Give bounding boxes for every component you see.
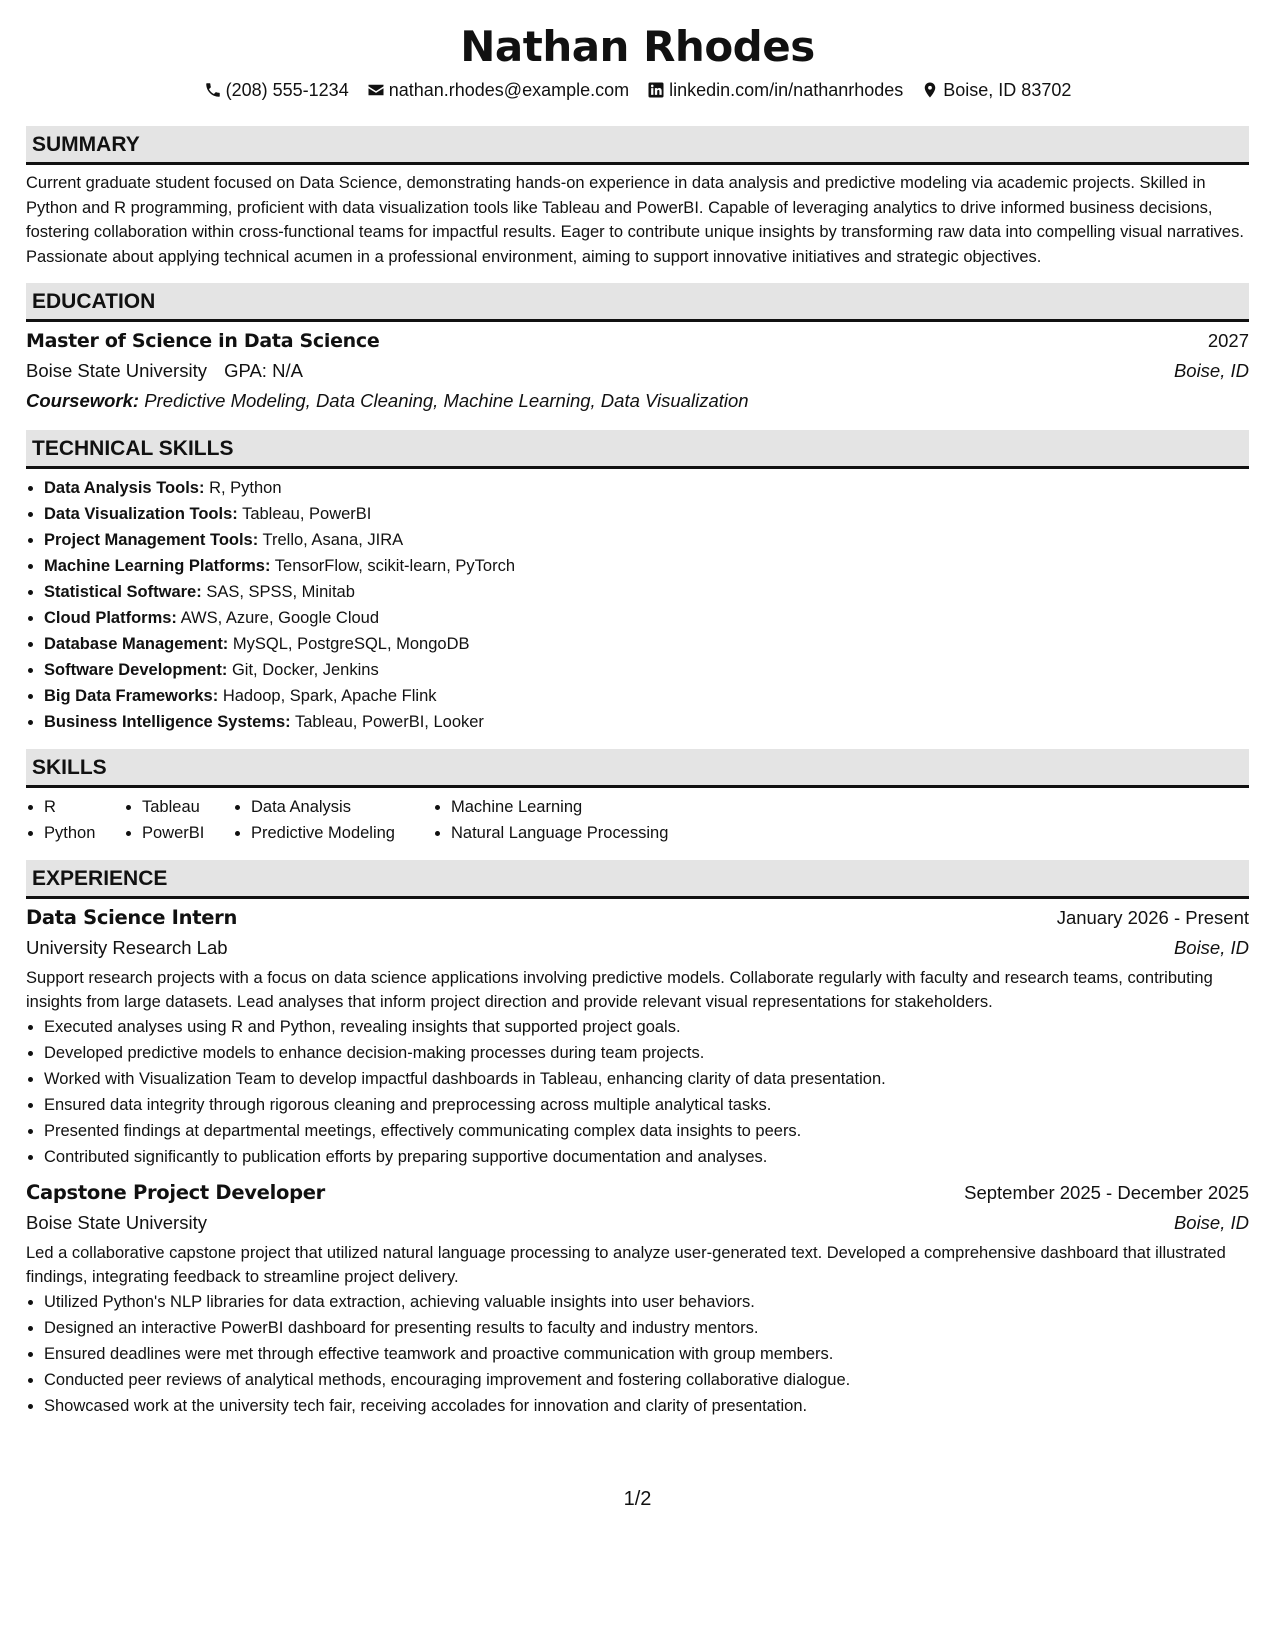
contact-email[interactable] xyxy=(367,78,629,102)
list-item xyxy=(44,631,1249,657)
degree-date: 2027 xyxy=(1207,330,1249,351)
list-item: • Tableau xyxy=(142,794,233,820)
job-organization: Boise State University xyxy=(26,1212,207,1233)
linkedin-text[interactable]: linkedin.com/in/nathanrhodes xyxy=(669,80,904,100)
skills-column-4 xyxy=(433,794,668,846)
list-item: • Presented findings at departmental meetings, effectively communicating complex data insights to peers. xyxy=(44,1118,1249,1144)
education-row-1 xyxy=(26,326,1249,356)
skill-category: Big Data Frameworks: xyxy=(44,687,219,705)
skill-values: Git, Docker, Jenkins xyxy=(231,661,379,679)
list-item: • Natural Language Processing xyxy=(451,820,668,846)
list-item xyxy=(44,709,1249,735)
list-item: • Ensured data integrity through rigorous cleaning and preprocessing across multiple analytical tasks. xyxy=(44,1092,1249,1118)
skills-column-1 xyxy=(26,794,124,846)
phone-icon xyxy=(204,81,222,99)
job-bullets xyxy=(26,1289,1249,1419)
list-item: • Executed analyses using R and Python, revealing insights that supported project goals. xyxy=(44,1014,1249,1040)
job-title: Data Science Intern xyxy=(26,906,238,929)
skill-category: Data Analysis Tools: xyxy=(44,479,205,497)
list-item: • Machine Learning xyxy=(451,794,668,820)
job-date: September 2025 - December 2025 xyxy=(964,1182,1249,1203)
job-location: Boise, ID xyxy=(1173,937,1249,958)
skill-category: Data Visualization Tools: xyxy=(44,505,238,523)
technical-skills-list xyxy=(26,475,1249,735)
list-item xyxy=(44,527,1249,553)
education-header: EDUCATION xyxy=(26,283,1249,322)
experience-row-2 xyxy=(26,933,1249,963)
technical-skills-header: TECHNICAL SKILLS xyxy=(26,430,1249,469)
coursework-list: Predictive Modeling, Data Cleaning, Machine Learning, Data Visualization xyxy=(144,390,749,411)
job-bullets xyxy=(26,1014,1249,1170)
list-item: • PowerBI xyxy=(142,820,233,846)
skills-grid xyxy=(26,794,1249,846)
list-item: • Contributed significantly to publication efforts by preparing supportive documentation and analyses. xyxy=(44,1144,1249,1170)
school-name: Boise State University xyxy=(26,360,207,381)
education-row-2 xyxy=(26,356,1249,386)
skill-category: Software Development: xyxy=(44,661,228,679)
coursework xyxy=(26,386,1249,416)
contact-bar xyxy=(26,78,1249,102)
job-title: Capstone Project Developer xyxy=(26,1181,325,1204)
skill-values: TensorFlow, scikit-learn, PyTorch xyxy=(274,557,516,575)
skill-category: Project Management Tools: xyxy=(44,531,259,549)
skill-category: Statistical Software: xyxy=(44,583,202,601)
skill-category: Cloud Platforms: xyxy=(44,609,177,627)
location-text: Boise, ID 83702 xyxy=(943,80,1072,100)
education-entry xyxy=(26,326,1249,416)
skill-values: Hadoop, Spark, Apache Flink xyxy=(222,687,437,705)
degree-title: Master of Science in Data Science xyxy=(26,330,380,352)
list-item: • Showcased work at the university tech fair, receiving accolades for innovation and clarity of presentation. xyxy=(44,1393,1249,1419)
school-info xyxy=(26,356,303,386)
skills-column-2 xyxy=(124,794,233,846)
skill-values: Trello, Asana, JIRA xyxy=(262,531,404,549)
list-item: • Python xyxy=(44,820,124,846)
skill-category: Machine Learning Platforms: xyxy=(44,557,271,575)
summary-text: Current graduate student focused on Data Science, demonstrating hands-on experience in data analysis and predictive modeling via academic projects. Skilled in Python and R programming, proficient with data visualization tools like Tableau and PowerBI. Capable of leveraging analytics to drive informed business decisions, fostering collaboration within cross-functional teams for impactful results. Eager to contribute unique insights by transforming raw data into compelling visual narratives. Passionate about applying technical acumen in a professional environment, aiming to support innovative initiatives and strategic objectives. xyxy=(26,174,1244,266)
skill-values: AWS, Azure, Google Cloud xyxy=(180,609,380,627)
experience-header: EXPERIENCE xyxy=(26,860,1249,899)
email-text[interactable]: nathan.rhodes@example.com xyxy=(388,80,630,100)
list-item: • Ensured deadlines were met through effective teamwork and proactive communication with group members. xyxy=(44,1341,1249,1367)
envelope-icon xyxy=(367,81,385,99)
skills-header: SKILLS xyxy=(26,749,1249,788)
job-description: Led a collaborative capstone project that utilized natural language processing to analyze user-generated text. Developed a comprehensive dashboard that illustrated findings, integrating feedback to streamline project delivery. xyxy=(26,1244,1226,1286)
school-location: Boise, ID xyxy=(1173,360,1249,381)
list-item xyxy=(44,657,1249,683)
list-item xyxy=(44,579,1249,605)
list-item: • R xyxy=(44,794,124,820)
skill-values: Tableau, PowerBI, Looker xyxy=(294,713,484,731)
list-item: • Conducted peer reviews of analytical methods, encouraging improvement and fostering collaborative dialogue. xyxy=(44,1367,1249,1393)
skill-values: SAS, SPSS, Minitab xyxy=(206,583,355,601)
contact-location xyxy=(921,78,1071,102)
list-item: • Designed an interactive PowerBI dashboard for presenting results to faculty and industry mentors. xyxy=(44,1315,1249,1341)
list-item xyxy=(44,683,1249,709)
experience-row-1 xyxy=(26,1178,1249,1208)
job-organization: University Research Lab xyxy=(26,937,228,958)
candidate-name: Nathan Rhodes xyxy=(460,22,815,71)
experience-entry xyxy=(26,903,1249,1170)
skill-values: Tableau, PowerBI xyxy=(242,505,372,523)
list-item: • Data Analysis xyxy=(251,794,433,820)
experience-row-2 xyxy=(26,1208,1249,1238)
experience-entry xyxy=(26,1178,1249,1419)
list-item xyxy=(44,475,1249,501)
summary-header: SUMMARY xyxy=(26,126,1249,165)
resume-content xyxy=(26,18,1249,1419)
list-item xyxy=(44,553,1249,579)
list-item xyxy=(44,501,1249,527)
list-item: • Developed predictive models to enhance decision-making processes during team projects. xyxy=(44,1040,1249,1066)
gpa: GPA: N/A xyxy=(224,360,303,381)
list-item: • Worked with Visualization Team to develop impactful dashboards in Tableau, enhancing clarity of data presentation. xyxy=(44,1066,1249,1092)
linkedin-icon xyxy=(647,81,665,99)
coursework-label: Coursework: xyxy=(26,390,140,411)
page-number: 1/2 xyxy=(623,1488,652,1510)
contact-phone xyxy=(204,78,349,102)
job-description: Support research projects with a focus on data science applications involving predictive models. Collaborate regularly with faculty and research teams, contributing insights from large datasets. Lead analyses that inform project direction and provide relevant visual representations for stakeholders. xyxy=(26,969,1213,1011)
skill-category: Database Management: xyxy=(44,635,229,653)
map-marker-icon xyxy=(921,81,939,99)
list-item: • Utilized Python's NLP libraries for data extraction, achieving valuable insights into user behaviors. xyxy=(44,1289,1249,1315)
contact-linkedin[interactable] xyxy=(647,78,903,102)
job-date: January 2026 - Present xyxy=(1056,907,1249,928)
job-location: Boise, ID xyxy=(1173,1212,1249,1233)
skill-category: Business Intelligence Systems: xyxy=(44,713,291,731)
skill-values: R, Python xyxy=(209,479,282,497)
list-item: • Predictive Modeling xyxy=(251,820,433,846)
experience-row-1 xyxy=(26,903,1249,933)
phone-text: (208) 555-1234 xyxy=(225,80,349,100)
list-item xyxy=(44,605,1249,631)
skills-column-3 xyxy=(233,794,433,846)
skill-values: MySQL, PostgreSQL, MongoDB xyxy=(232,635,470,653)
